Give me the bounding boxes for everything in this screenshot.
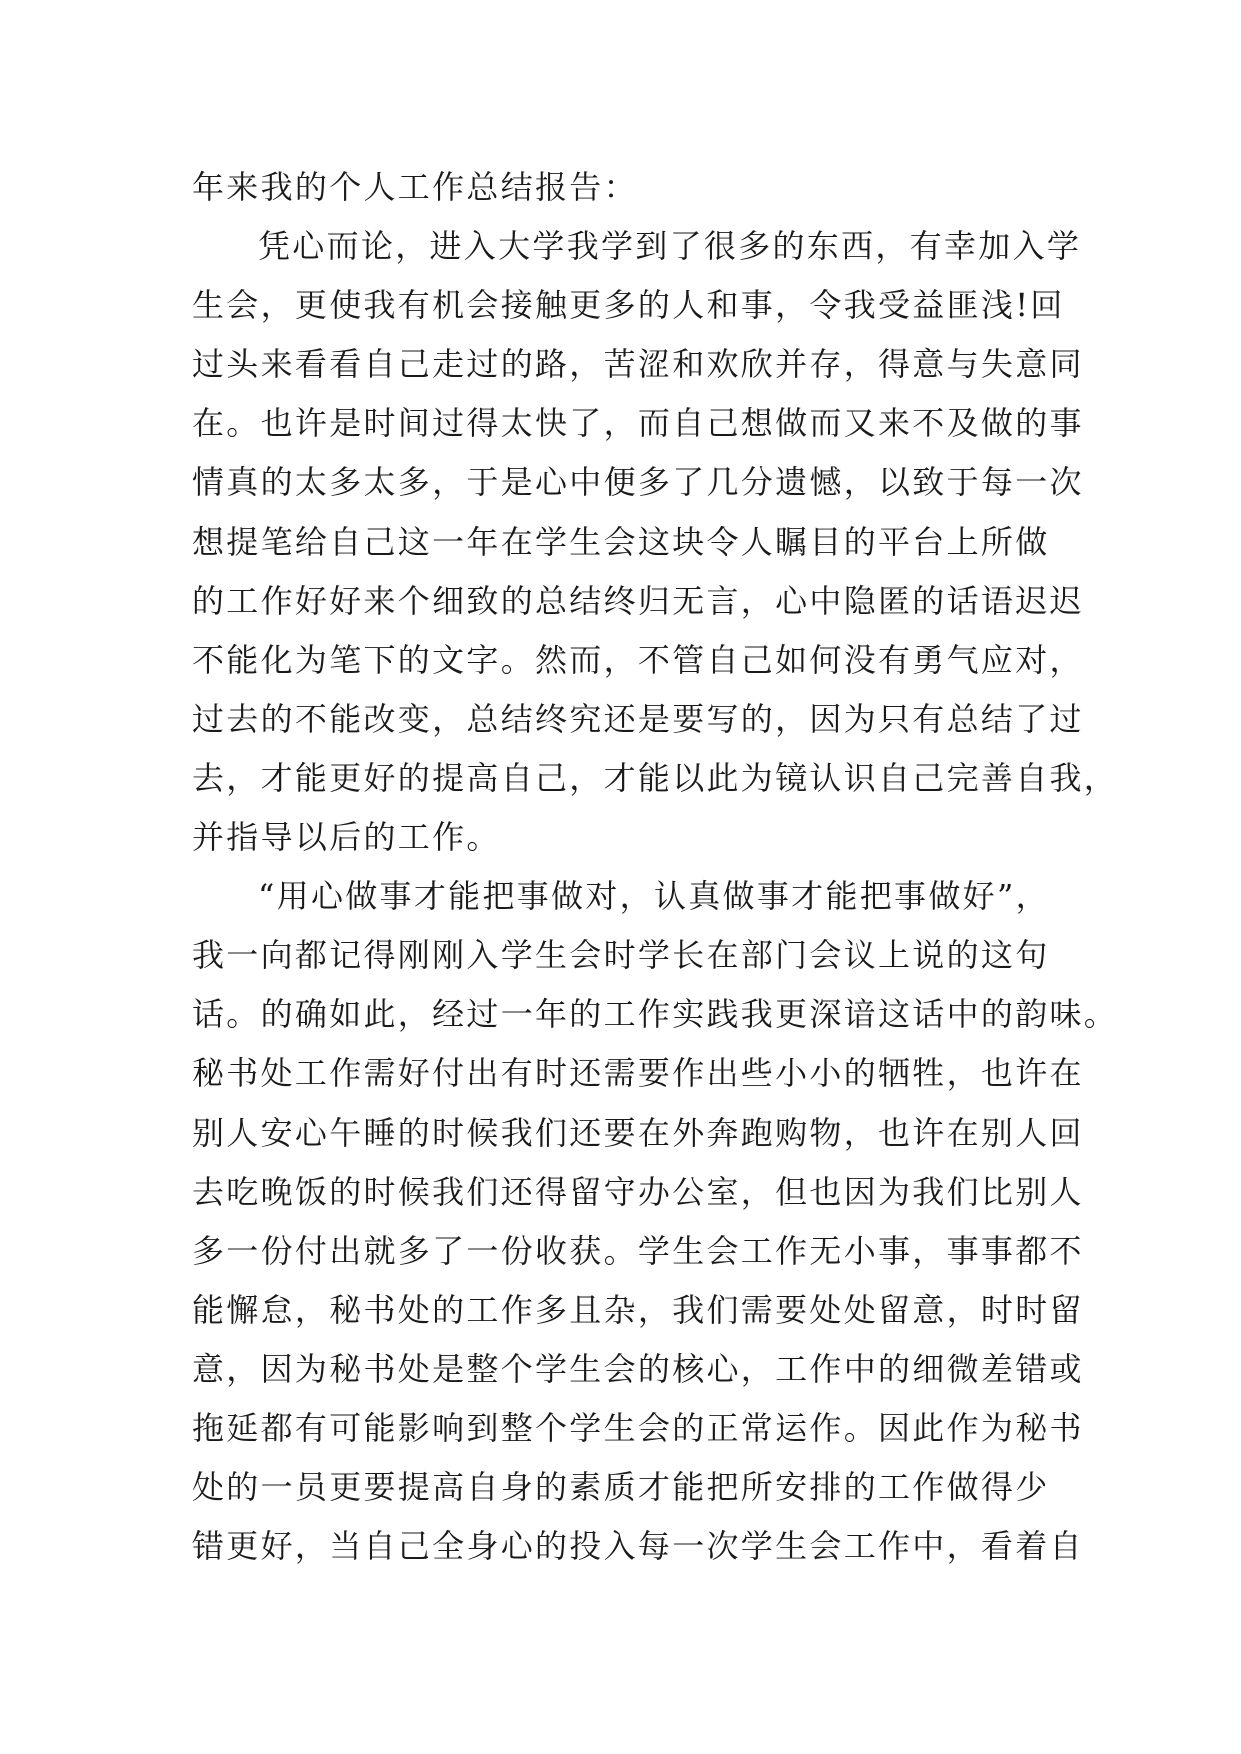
- text-line: 秘书处工作需好付出有时还需要作出些小小的牺牲，也许在: [192, 1054, 1084, 1093]
- text-line: 拖延都有可能影响到整个学生会的正常运作。因此作为秘书: [192, 1408, 1084, 1447]
- text-line: 错更好，当自己全身心的投入每一次学生会工作中，看着自: [192, 1527, 1084, 1566]
- text-line: 情真的太多太多，于是心中便多了几分遗憾，以致于每一次: [192, 463, 1084, 502]
- text-line: 不能化为笔下的文字。然而，不管自己如何没有勇气应对，: [192, 640, 1084, 679]
- text-line: 在。也许是时间过得太快了，而自己想做而又来不及做的事: [192, 404, 1084, 443]
- text-line: 别人安心午睡的时候我们还要在外奔跑购物，也许在别人回: [192, 1113, 1084, 1152]
- text-line: 并指导以后的工作。: [192, 818, 501, 857]
- text-line: 我一向都记得刚刚入学生会时学长在部门会议上说的这句: [192, 936, 1050, 975]
- text-line: 的工作好好来个细致的总结终归无言，心中隐匿的话语迟迟: [192, 581, 1084, 620]
- text-line: 能懈怠，秘书处的工作多且杂，我们需要处处留意，时时留: [192, 1290, 1084, 1329]
- text-line: 处的一员更要提高自身的素质才能把所安排的工作做得少: [192, 1468, 1050, 1507]
- document-body: [192, 158, 1119, 1576]
- paragraph-first-line: “用心做事才能把事做对，认真做事才能把事做好”，: [258, 877, 1050, 916]
- text-line: 年来我的个人工作总结报告：: [192, 168, 638, 206]
- text-line: 过头来看看自己走过的路，苦涩和欢欣并存，得意与失意同: [192, 345, 1084, 384]
- text-line: 想提笔给自己这一年在学生会这块令人瞩目的平台上所做: [192, 522, 1050, 561]
- text-line: 去，才能更好的提高自己，才能以此为镜认识自己完善自我，: [192, 758, 1119, 797]
- text-line: 过去的不能改变，总结终究还是要写的，因为只有总结了过: [192, 699, 1084, 738]
- text-line: 意，因为秘书处是整个学生会的核心，工作中的细微差错或: [192, 1349, 1084, 1388]
- paragraph-first-line: 凭心而论，进入大学我学到了很多的东西，有幸加入学: [258, 227, 1082, 266]
- text-line: 去吃晚饭的时候我们还得留守办公室，但也因为我们比别人: [192, 1172, 1084, 1211]
- text-line: 多一份付出就多了一份收获。学生会工作无小事，事事都不: [192, 1231, 1084, 1270]
- text-line: 生会，更使我有机会接触更多的人和事，令我受益匪浅!回: [192, 286, 1065, 325]
- text-line: 话。的确如此，经过一年的工作实践我更深谙这话中的韵味。: [192, 995, 1119, 1034]
